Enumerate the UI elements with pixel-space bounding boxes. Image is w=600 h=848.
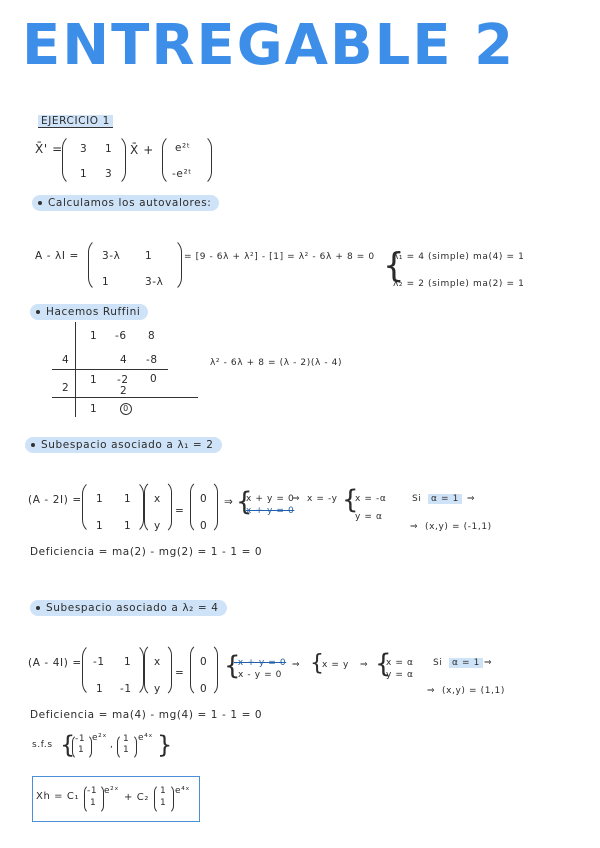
characteristic-poly: = [9 - 6λ + λ²] - [1] = λ² - 6λ + 8 = 0	[184, 252, 375, 262]
sfs-label: s.f.s	[32, 740, 53, 750]
sfs-v2-bottom: 1	[123, 745, 130, 755]
s1-m22: 1	[124, 520, 132, 532]
s1-alpha: α = 1	[428, 494, 462, 504]
s2-relation: x = y	[322, 660, 349, 670]
s1-z1: 0	[200, 493, 208, 505]
m1-a12: 1	[105, 143, 113, 155]
lambda2-line: λ₂ = 2 (simple) ma(2) = 1	[393, 279, 525, 289]
s1-eq2-crossed: x + y = 0	[246, 506, 295, 516]
s2-si: Si	[433, 658, 443, 668]
ruffini-r2-b: -2	[117, 374, 129, 386]
m1-a11: 3	[80, 143, 88, 155]
equals-icon: =	[175, 667, 185, 679]
m1-a21: 1	[80, 168, 88, 180]
solution-v1-bottom: 1	[90, 798, 97, 808]
s2-param-y: y = α	[386, 670, 414, 680]
exercise-label: EJERCICIO 1	[38, 115, 113, 128]
solution-v1-top: -1	[87, 786, 98, 796]
ruffini-r0-b: -6	[115, 330, 127, 342]
s1-param-y: y = α	[355, 512, 383, 522]
ruffini-hline-1	[52, 369, 168, 370]
ruffini-hline-2	[52, 397, 198, 398]
ruffini-r3-a: 2	[120, 385, 128, 397]
ml-a22: 3-λ	[145, 276, 164, 288]
heading-eigenvalues-text: Calculamos los autovalores:	[48, 197, 212, 209]
s2-alpha: α = 1	[449, 658, 483, 668]
solution-e1: e²ˣ	[104, 786, 119, 796]
page-title: ENTREGABLE 2	[22, 13, 516, 78]
v1-top: e²ᵗ	[175, 142, 191, 154]
s1-z2: 0	[200, 520, 208, 532]
ruffini-r1-a: 4	[120, 354, 128, 366]
implies-icon: ⇒	[360, 660, 369, 670]
s2-m21: 1	[96, 683, 104, 695]
implies-icon: ⇒	[484, 658, 493, 668]
bullet-icon	[36, 606, 40, 610]
s2-z2: 0	[200, 683, 208, 695]
s1-deficiency: Deficiencia = ma(2) - mg(2) = 1 - 1 = 0	[30, 546, 263, 558]
brace-icon: {	[236, 487, 253, 517]
s1-eq1: x + y = 0	[246, 494, 295, 504]
bullet-icon	[31, 443, 35, 447]
solution-v2-top: 1	[160, 786, 167, 796]
sfs-v1-top: -1	[75, 734, 86, 744]
sfs-v1-bottom: 1	[78, 745, 85, 755]
ruffini-divisor-1: 4	[62, 354, 70, 366]
brace-icon: {	[224, 651, 241, 681]
s1-relation: x = -y	[307, 494, 338, 504]
matrix-bracket	[62, 134, 126, 186]
s1-m12: 1	[124, 493, 132, 505]
sfs-e1: e²ˣ	[92, 733, 107, 743]
s1-m21: 1	[96, 520, 104, 532]
ruffini-r0-a: 1	[90, 330, 98, 342]
heading-subspace-1-text: Subespacio asociado a λ₁ = 2	[41, 439, 214, 451]
brace-icon: {	[342, 485, 359, 515]
heading-eigenvalues	[32, 195, 219, 211]
s1-x: x	[154, 493, 161, 505]
heading-ruffini-text: Hacemos Ruffini	[46, 306, 141, 318]
s1-result: (x,y) = (-1,1)	[425, 522, 492, 532]
brace-icon: {	[310, 651, 324, 676]
s1-y: y	[154, 520, 161, 532]
s2-x: x	[154, 656, 161, 668]
a-minus-4i-label: (A - 4I) =	[28, 657, 82, 669]
s2-y: y	[154, 683, 161, 695]
factorization: λ² - 6λ + 8 = (λ - 2)(λ - 4)	[210, 358, 343, 368]
solution-plus-c2: + C₂	[124, 792, 149, 803]
ml-a21: 1	[102, 276, 110, 288]
bullet-icon	[38, 201, 42, 205]
ruffini-r1-b: -8	[146, 354, 158, 366]
solution-e2: e⁴ˣ	[175, 786, 190, 796]
s2-m12: 1	[124, 656, 132, 668]
implies-icon: ⇒	[292, 494, 301, 504]
solution-xh: Xh = C₁ ·	[36, 791, 87, 802]
implies-icon: ⇒	[410, 522, 419, 532]
equals-icon: =	[175, 505, 185, 517]
s2-eq1-crossed: -x + y = 0	[234, 658, 287, 668]
lambda1-line: λ₁ = 4 (simple) ma(4) = 1	[393, 252, 525, 262]
implies-icon: ⇒	[292, 660, 301, 670]
x-term: X̄ +	[130, 143, 154, 157]
s2-param-x: x = α	[386, 658, 414, 668]
s1-param-x: x = -α	[355, 494, 387, 504]
ruffini-r0-c: 8	[148, 330, 156, 342]
ruffini-divisor-2: 2	[62, 382, 70, 394]
ml-a12: 1	[145, 250, 153, 262]
heading-ruffini	[30, 304, 148, 320]
brace-icon: {	[375, 649, 392, 679]
ruffini-r4-b: 0	[120, 403, 132, 415]
a-minus-2i-label: (A - 2I) =	[28, 494, 82, 506]
s2-z1: 0	[200, 656, 208, 668]
x-prime: X̄' =	[35, 142, 63, 156]
matrix-bracket	[82, 643, 144, 697]
brace-close-icon: }	[157, 731, 173, 759]
sfs-e2: e⁴ˣ	[138, 733, 153, 743]
implies-icon: ⇒	[427, 686, 436, 696]
brace-icon: {	[383, 246, 405, 286]
s2-eq2: x - y = 0	[238, 670, 283, 680]
ruffini-r2-a: 1	[90, 374, 98, 386]
solution-v2-bottom: 1	[160, 798, 167, 808]
brace-open-icon: {	[60, 731, 76, 759]
s1-si: Si	[412, 494, 422, 504]
ruffini-r4-a: 1	[90, 403, 98, 415]
s2-m22: -1	[120, 683, 132, 695]
sfs-v2-top: 1	[123, 734, 130, 744]
heading-subspace-2-text: Subespacio asociado a λ₂ = 4	[46, 602, 219, 614]
heading-subspace-1	[25, 437, 222, 453]
ml-a11: 3-λ	[102, 250, 121, 262]
heading-subspace-2	[30, 600, 227, 616]
m1-a22: 3	[105, 168, 113, 180]
s2-deficiency: Deficiencia = ma(4) - mg(4) = 1 - 1 = 0	[30, 709, 263, 721]
s2-m11: -1	[93, 656, 105, 668]
s2-result: (x,y) = (1,1)	[442, 686, 505, 696]
ruffini-r2-c: 0	[150, 373, 158, 385]
bullet-icon	[36, 310, 40, 314]
matrix-bracket	[82, 480, 144, 534]
implies-icon: ⇒	[467, 494, 476, 504]
implies-icon: ⇒	[224, 496, 234, 508]
comma: ,	[110, 740, 114, 750]
s1-m11: 1	[96, 493, 104, 505]
v1-bottom: -e²ᵗ	[172, 168, 192, 180]
a-lambda-label: A - λI =	[35, 250, 79, 262]
